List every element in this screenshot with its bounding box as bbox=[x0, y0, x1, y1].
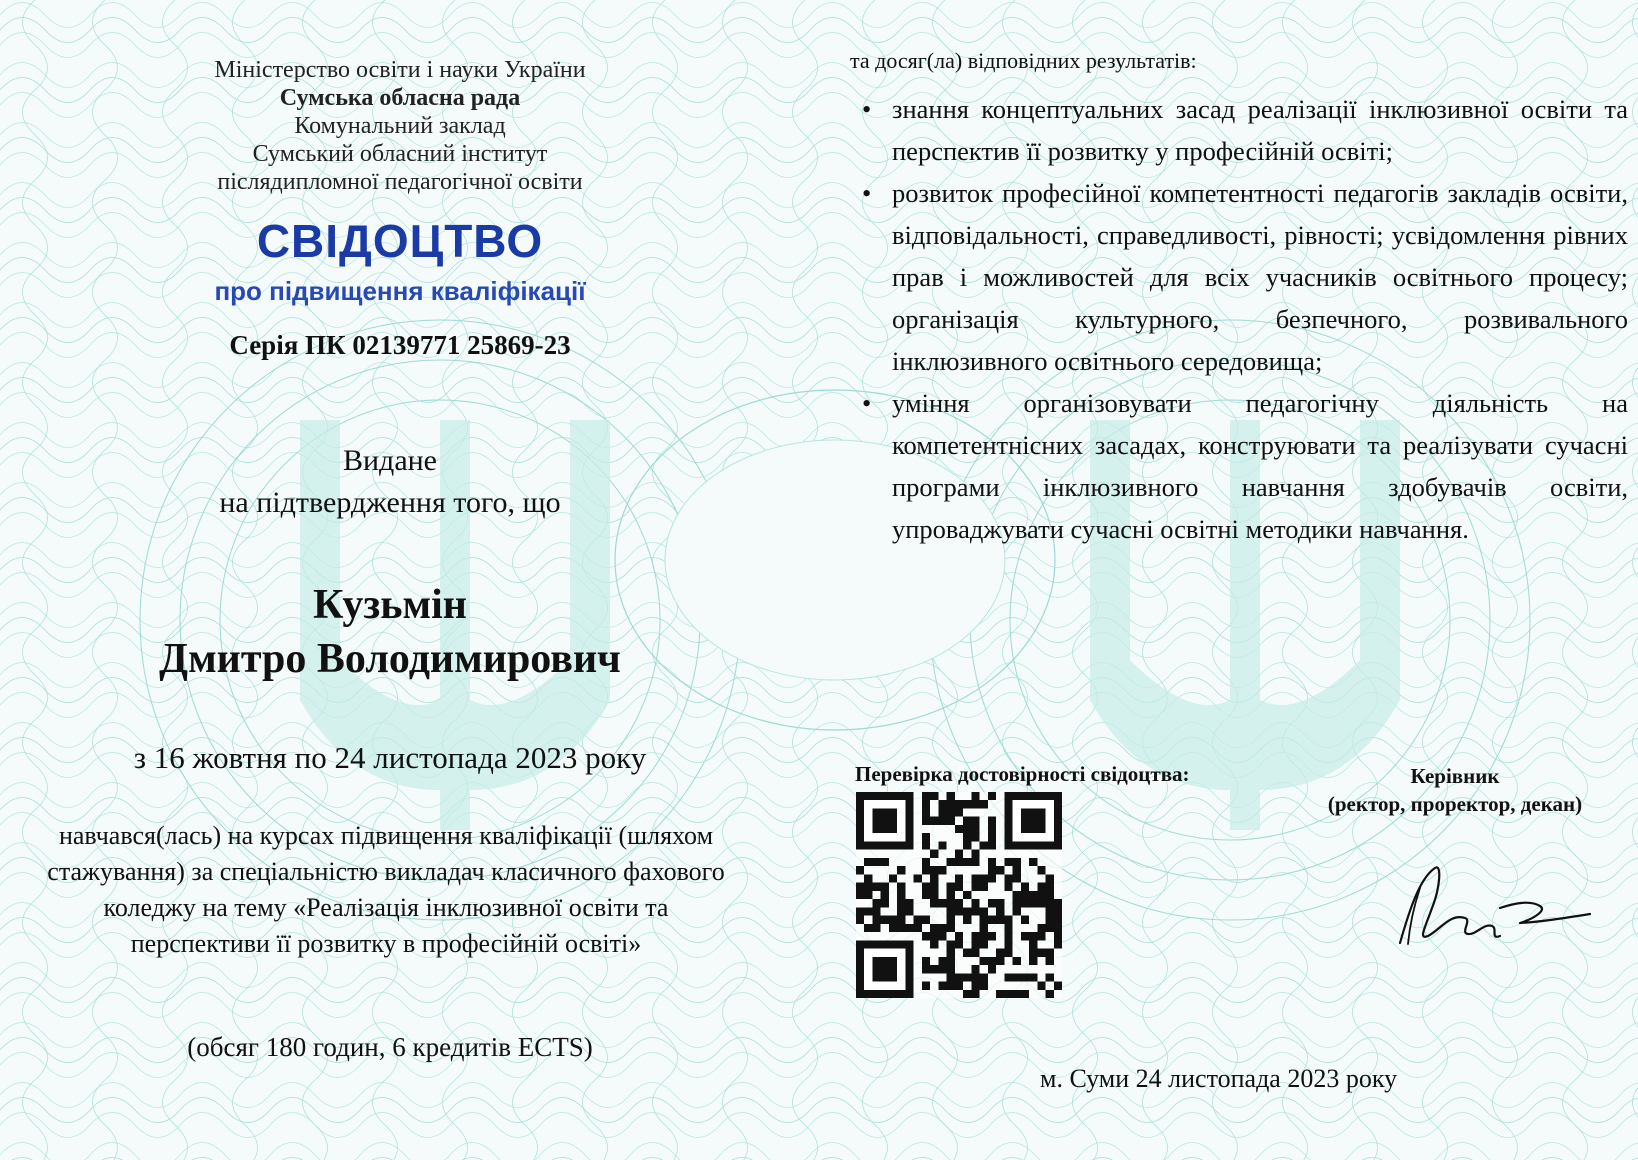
head-roles: (ректор, проректор, декан) bbox=[1327, 792, 1583, 816]
institute-line-2: післядипломної педагогічної освіти bbox=[217, 169, 583, 195]
holder-given-names: Дмитро Володимирович bbox=[159, 636, 621, 682]
results-list bbox=[862, 88, 1628, 550]
institute-line: Сумський обласний інститут bbox=[252, 141, 548, 167]
course-volume: (обсяг 180 годин, 6 кредитів ECTS) bbox=[187, 1032, 593, 1062]
training-period: з 16 жовтня по 24 листопада 2023 року bbox=[133, 740, 647, 775]
signature-icon bbox=[1380, 848, 1600, 958]
council-line: Сумська обласна рада bbox=[279, 85, 521, 111]
holder-surname: Кузьмін bbox=[313, 582, 467, 628]
head-title: Керівник bbox=[1410, 764, 1500, 788]
verification-label: Перевірка достовірності свідоцтва: bbox=[855, 762, 1190, 786]
certificate-subtitle: про підвищення кваліфікації bbox=[214, 276, 586, 306]
certificate-series: Серія ПК 02139771 25869-23 bbox=[229, 330, 571, 360]
issued-line-2: на підтвердження того, що bbox=[219, 486, 561, 519]
ministry-line: Міністерство освіти і науки України bbox=[214, 57, 586, 83]
institution-type-line: Комунальний заклад bbox=[294, 113, 506, 139]
result-item: • знання концептуальних засад реалізації інклюзивної освіти та перспектив її розвитку у професійній освіті; bbox=[892, 88, 1628, 172]
holder-name bbox=[80, 578, 700, 686]
qr-code-icon[interactable] bbox=[856, 792, 1062, 998]
issuer-block bbox=[140, 56, 660, 196]
results-intro: та досяг(ла) відповідних результатів: bbox=[850, 48, 1197, 73]
head-label-block bbox=[1290, 762, 1620, 818]
result-item: • уміння організовувати педагогічну діяльність на компетентнісних засадах, конструювати та реалізувати сучасні програми інклюзивного навчання здобувачів освіти, упроваджувати сучасні освітні методики навчання. bbox=[892, 382, 1628, 550]
issued-line-1: Видане bbox=[342, 444, 437, 477]
result-item: • розвиток професійної компетентності педагогів закладів освіти, відповідальності, справедливості, рівності; усвідомлення рівних прав і можливостей для всіх учасників освітнього процесу; організація культурного, безпечного, розвивального інклюзивного освітнього середовища; bbox=[892, 172, 1628, 382]
issued-statement bbox=[140, 440, 640, 524]
course-description: навчався(лась) на курсах підвищення кваліфікації (шляхом стажування) за спеціальністю викладач класичного фахового коледжу на тему «Реалізація інклюзивної освіти та перспективи її розвитку в професійній освіті» bbox=[47, 821, 725, 958]
place-and-date: м. Суми 24 листопада 2023 року bbox=[1040, 1064, 1398, 1093]
certificate-title: СВІДОЦТВО bbox=[256, 215, 544, 267]
